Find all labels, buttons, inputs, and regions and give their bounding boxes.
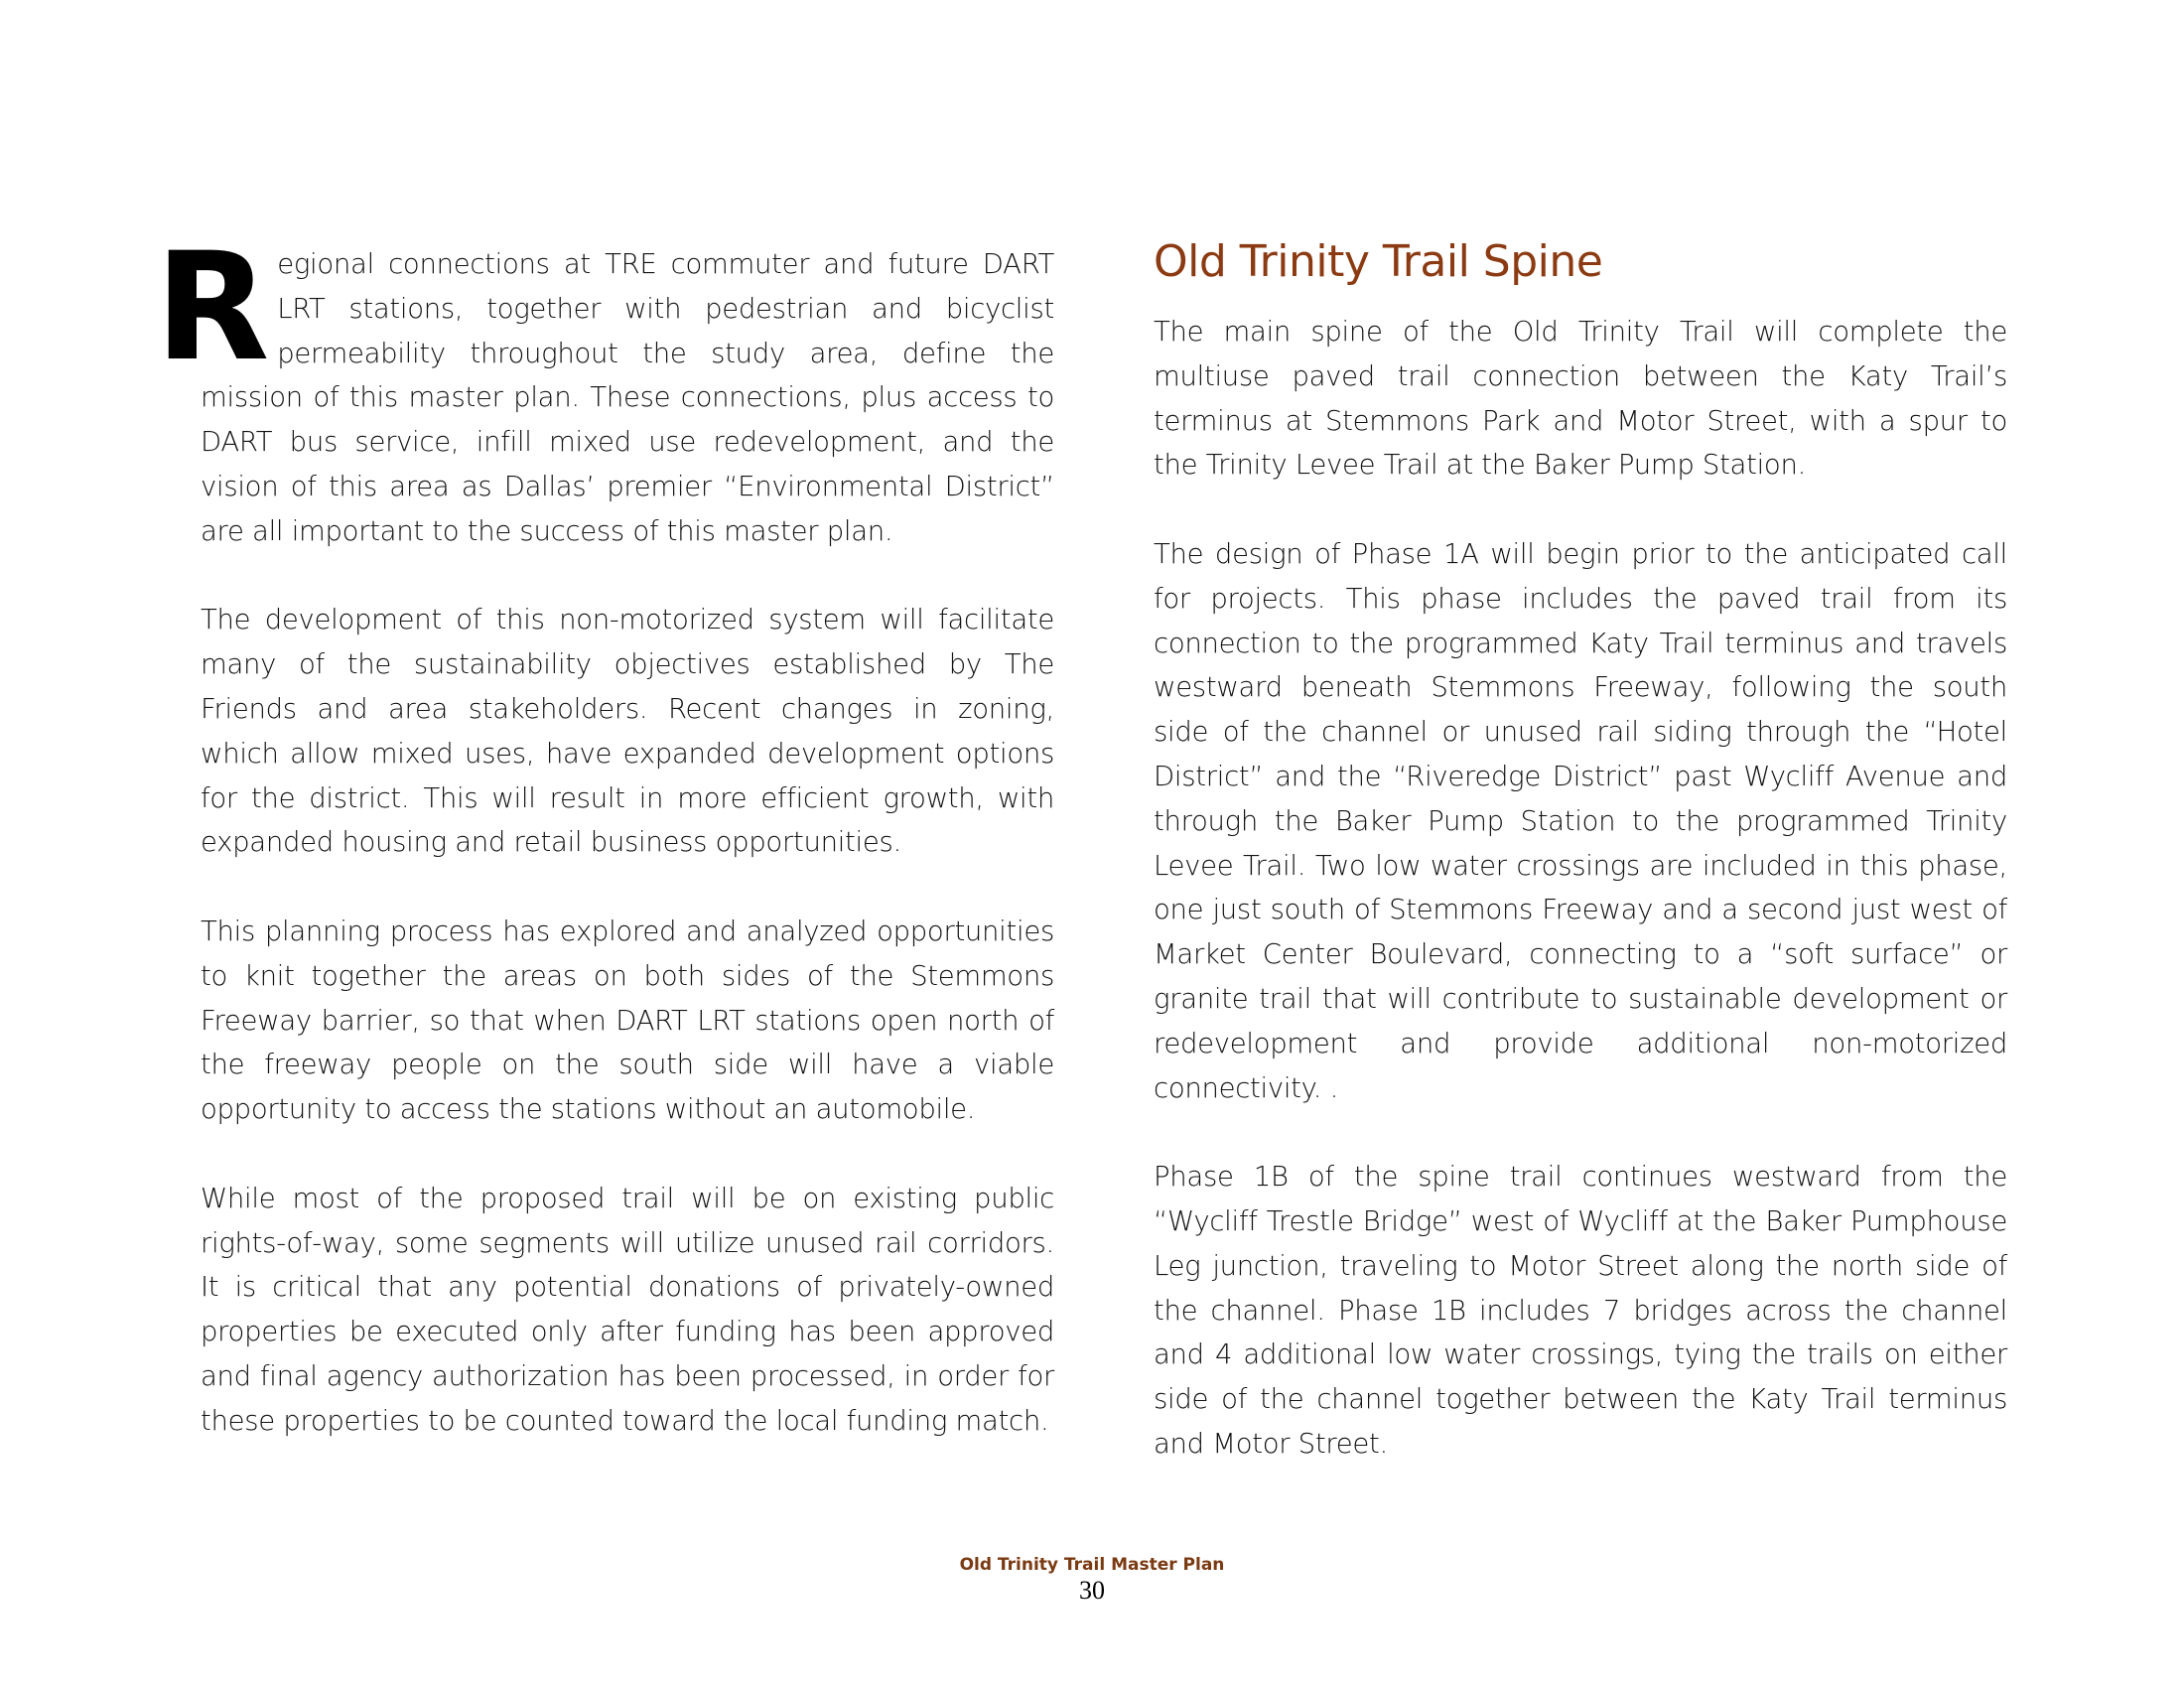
paragraph-development: The development of this non-motorized system will facilitate many of the sustainability objectives established by The Friends and area stakeholders. Recent changes in zoning, which allow mixed uses, have expanded development options for the district. This will result in more efficient growth, with expanded housing and retail business opportunities. bbox=[201, 604, 1054, 859]
paragraph-phase-1a: The design of Phase 1A will begin prior to the anticipated call for projects. This phase includes the paved trail from its connection to the programmed Katy Trail terminus and travels westward beneath Stemmons Freeway, following the south side of the channel or unused rail siding through the “Hotel District” and the “Riveredge District” past Wycliff Avenue and through the Baker Pump Station to the programmed Trinity Levee Trail. Two low water crossings are included in this phase, one just south of Stemmons Freeway and a second just west of Market Center Boulevard, connecting to a “soft surface” or granite trail that will contribute to sustainable development or redevelopment and provide additional non-motorized connectivity. . bbox=[1154, 537, 2007, 1104]
footer-document-title: Old Trinity Trail Master Plan bbox=[959, 1555, 1225, 1575]
paragraph-rights-of-way: While most of the proposed trail will be on existing public rights-of-way, some segments will utilize unused rail corridors. It is critical that any potential donations of privately-owned properties be executed only after funding has been approved and final agency authorization has been processed, in order for these properties to be counted toward the local funding match. bbox=[201, 1182, 1054, 1437]
paragraph-phase-1b: Phase 1B of the spine trail continues westward from the “Wycliff Trestle Bridge” west of Wycliff at the Baker Pumphouse Leg junction, traveling to Motor Street along the north side of the channel. Phase 1B includes 7 bridges across the channel and 4 additional low water crossings, tying the trails on either side of the channel together between the Katy Trail terminus and Motor Street. bbox=[1154, 1161, 2007, 1460]
paragraph-planning-process: This planning process has explored and analyzed opportunities to knit together the areas on both sides of the Stemmons Freeway barrier, so that when DART LRT stations open north of the freeway people on the south side will have a viable opportunity to access the stations without an automobile. bbox=[201, 914, 1054, 1126]
section-heading: Old Trinity Trail Spine bbox=[1154, 236, 1603, 287]
drop-cap: R bbox=[155, 221, 270, 394]
page-number: 30 bbox=[1079, 1576, 1105, 1605]
paragraph-main-spine: The main spine of the Old Trinity Trail will complete the multiuse paved trail connection between the Katy Trail’s terminus at Stemmons Park and Motor Street, with a spur to the Trinity Levee Trail at the Baker Pump Station. bbox=[1154, 316, 2007, 482]
right-column bbox=[1154, 310, 2007, 1511]
intro-paragraph bbox=[155, 221, 1054, 554]
left-column bbox=[155, 221, 1054, 1487]
paragraph-text: egional connections at TRE commuter and future DART LRT stations, together with pedestrian and bicyclist permeability throughout the study area, define the mission of this master plan. These connections, plus access to DART bus service, infill mixed use redevelopment, and the vision of this area as Dallas’ premier “Environmental District” are all important to the success of this master plan. bbox=[201, 248, 1054, 547]
